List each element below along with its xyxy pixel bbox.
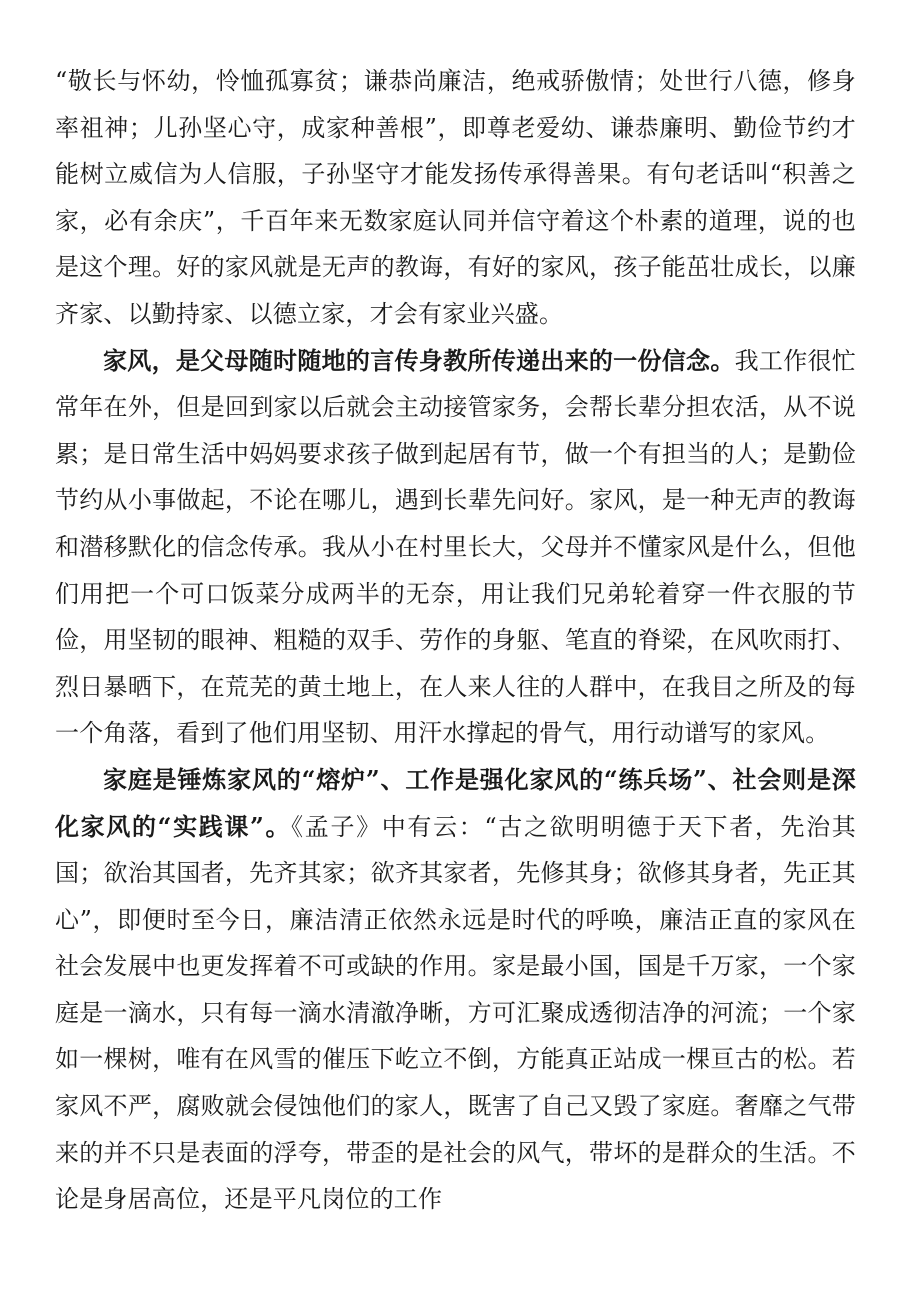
paragraph-2-lead: 家风，是父母随时随地的言传身教所传递出来的一份信念。 [103,345,735,375]
paragraph-2-body: 我工作很忙常年在外，但是回到家以后就会主动接管家务，会帮长辈分担农活，从不说累；是日常生活中妈妈要求孩子做到起居有节，做一个有担当的人；是勤俭节约从小事做起，不论在哪儿，遇到长辈先问好。家风，是一种无声的教诲和潜移默化的信念传承。我从小在村里长大，父母并不懂家风是什么，但他们用把一个可口饭菜分成两半的无奈，用让我们兄弟轮着穿一件衣服的节俭，用坚韧的眼神、粗糙的双手、劳作的身躯、笔直的脊梁，在风吹雨打、烈日暴晒下，在荒芜的黄土地上，在人来人往的人群中，在我目之所及的每一个角落，看到了他们用坚韧、用汗水撑起的骨气，用行动谱写的家风。 [55,346,856,748]
paragraph-1 [55,58,856,338]
paragraph-3-lead: 家庭是锤炼家风的“熔炉”、工作是强化家风的“练兵场”、社会则是深化家风的“实践课”。 [55,764,856,841]
paragraph-2 [55,338,856,757]
paragraph-1-body: “敬长与怀幼，怜恤孤寡贫；谦恭尚廉洁，绝戒骄傲情；处世行八德，修身率祖神；儿孙坚心守，成家种善根”，即尊老爱幼、谦恭廉明、勤俭节约才能树立威信为人信服，子孙坚守才能发扬传承得善果。有句老话叫“积善之家，必有余庆”，千百年来无数家庭认同并信守着这个朴素的道理，说的也是这个理。好的家风就是无声的教诲，有好的家风，孩子能茁壮成长，以廉齐家、以勤持家、以德立家，才会有家业兴盛。 [55,67,856,328]
paragraph-3-body: 《孟子》中有云：“古之欲明明德于天下者，先治其国；欲治其国者，先齐其家；欲齐其家者，先修其身；欲修其身者，先正其心”，即便时至今日，廉洁清正依然永远是时代的呼唤，廉洁正直的家风在社会发展中也更发挥着不可或缺的作用。家是最小国，国是千万家，一个家庭是一滴水，只有每一滴水清澈净晰，方可汇聚成透彻洁净的河流；一个家如一棵树，唯有在风雪的催压下屹立不倒，方能真正站成一棵亘古的松。若家风不严，腐败就会侵蚀他们的家人，既害了自己又毁了家庭。奢靡之气带来的并不只是表面的浮夸，带歪的是社会的风气，带坏的是群众的生活。不论是身居高位，还是平凡岗位的工作 [55,812,857,1214]
paragraph-3 [55,757,856,1223]
